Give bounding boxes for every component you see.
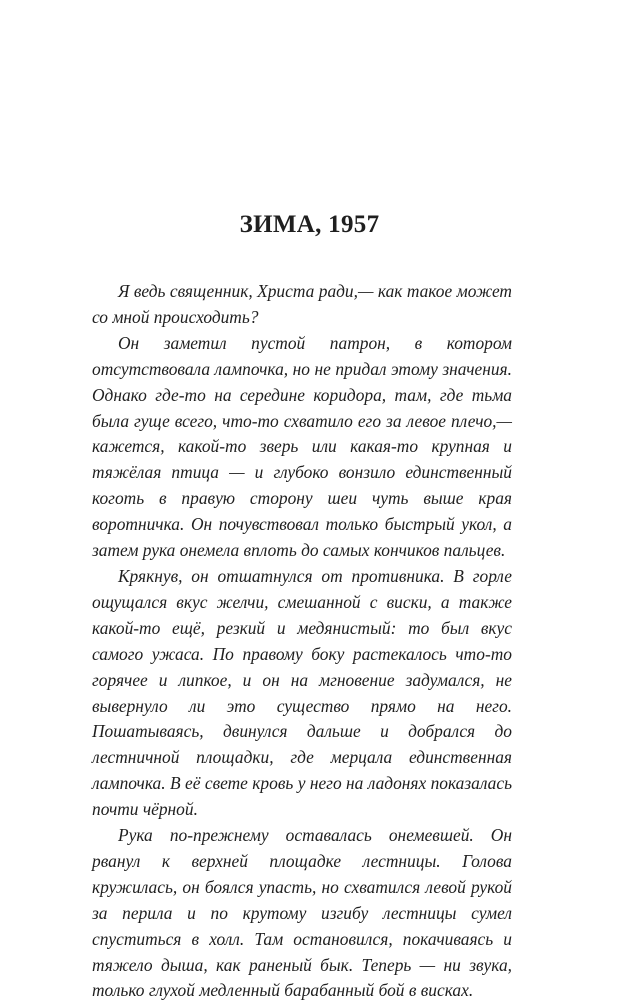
paragraph: Крякнув, он отшатнулся от противника. В горле ощущался вкус желчи, смешанной с виски, а также какой-то ещё, резкий и медянистый: то был вкус самого ужаса. По правому боку растекалось что-то горячее и липкое, и он на мгновение задумался, не вывернуло ли это существо прямо на него. Пошатываясь, двинулся дальше и добрался до лестничной площадки, где мерцала единственная лампочка. В её свете кровь у него на ладонях показалась почти чёрной.	[92, 565, 512, 820]
chapter-title: ЗИМА, 1957	[239, 211, 380, 238]
paragraph: Рука по-прежнему оставалась онемевшей. Он рванул к верхней площадке лестницы. Голова кружилась, он боялся упасть, но схватился левой рукой за перила и по крутому изгибу лестницы сумел спуститься в холл. Там остановился, покачиваясь и тяжело дыша, как раненый бык. Теперь — ни звука, только глухой медленный барабанный бой в висках.	[92, 825, 512, 1001]
chapter-body	[92, 279, 512, 1004]
paragraph: Я ведь священник, Христа ради,— как такое может со мной происходить?	[92, 281, 512, 327]
paragraph: Он заметил пустой патрон, в котором отсутствовала лампочка, но не придал этому значения. Однако где-то на середине коридора, там, где тьма была гуще всего, что-то схватило его за левое плечо,— кажется, какой-то зверь или какая-то крупная и тяжёлая птица — и глубоко вонзило единственный коготь в правую сторону шеи чуть выше края воротничка. Он почувствовал только быстрый укол, а затем рука онемела вплоть до самых кончиков пальцев.	[92, 332, 512, 561]
